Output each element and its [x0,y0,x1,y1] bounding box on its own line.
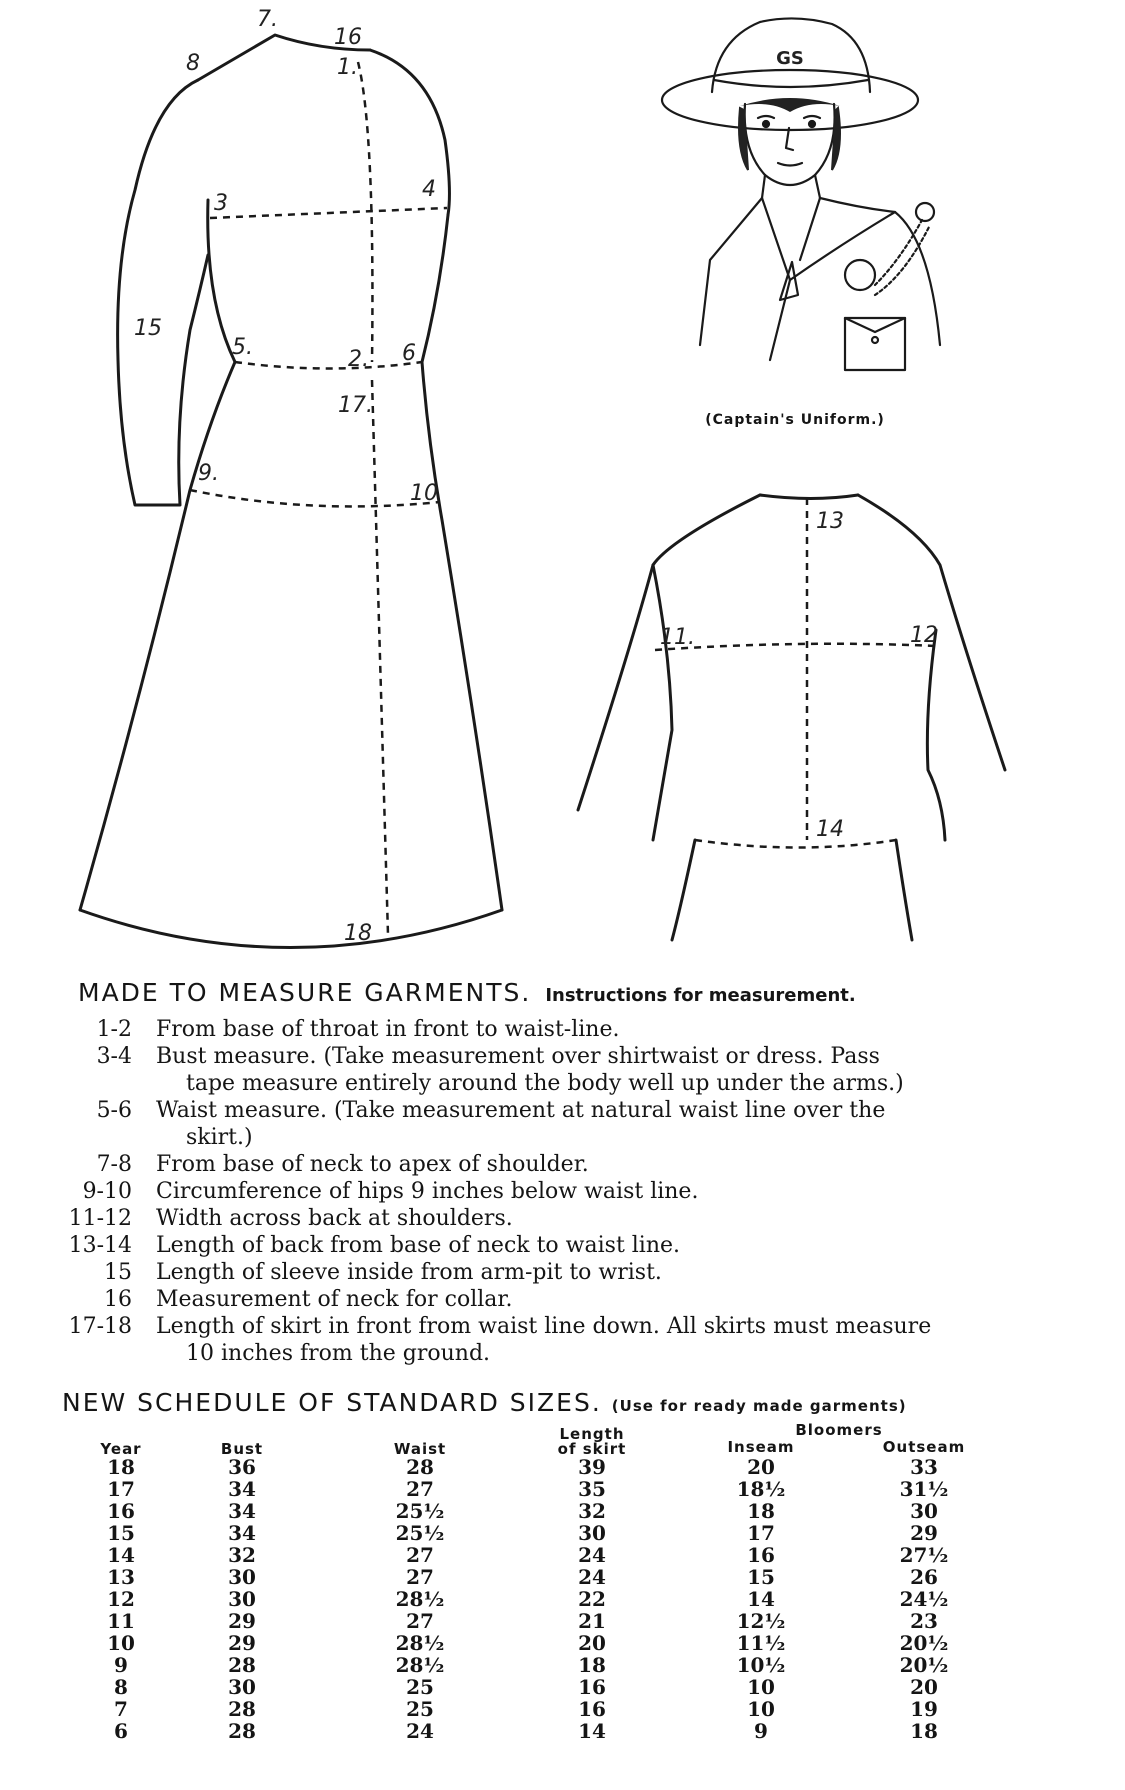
hip-line [190,490,440,506]
hat-band [714,80,868,87]
cell-inseam: 10 [747,1675,775,1699]
marker-2: 2. [348,347,369,372]
instruction-item [58,1043,1048,1097]
table-row [90,1566,1050,1588]
cell-year: 12 [107,1587,135,1611]
cell-inseam: 9 [754,1719,768,1743]
cell-bust: 28 [228,1653,256,1677]
table-row [90,1588,1050,1610]
table-row [90,1610,1050,1632]
header-bloomers: Bloomers [795,1421,883,1439]
instruction-item [58,1151,1048,1178]
front-center-line-lower [372,380,388,935]
header-outseam: Outseam [882,1438,966,1456]
instruction-item [58,1259,1048,1286]
instruction-text: Width across back at shoulders. [156,1206,513,1231]
front-right-side [422,215,502,910]
cell-outseam: 33 [910,1455,938,1479]
cell-bust: 29 [228,1609,256,1633]
header-length-line2: of skirt [557,1440,627,1458]
header-year: Year [100,1440,142,1458]
cell-waist: 28½ [395,1587,445,1611]
cell-inseam: 14 [747,1587,775,1611]
cell-year: 11 [107,1609,135,1633]
instruction-code: 15 [104,1260,132,1285]
schedule-heading [62,1388,907,1417]
cell-outseam: 20 [910,1675,938,1699]
table-row [90,1522,1050,1544]
heading-subtitle: Instructions for measurement. [545,985,856,1006]
header-waist: Waist [393,1440,447,1458]
cell-skirt-length: 39 [578,1455,606,1479]
heading-title: MADE TO MEASURE GARMENTS. [78,978,532,1007]
cell-skirt-length: 21 [578,1609,606,1633]
cell-bust: 29 [228,1631,256,1655]
cell-waist: 25½ [395,1499,445,1523]
cell-year: 7 [114,1697,128,1721]
marker-9: 9. [198,461,219,486]
table-row [90,1698,1050,1720]
hat-badge-text: GS [776,48,804,69]
table-row [90,1456,1050,1478]
instruction-code: 17-18 [68,1314,132,1339]
instruction-text: Waist measure. (Take measurement at natural waist line over the [156,1098,886,1123]
cell-outseam: 20½ [899,1631,949,1655]
marker-16: 16 [334,25,362,50]
cell-skirt-length: 14 [578,1719,606,1743]
captain-uniform-illustration [640,0,950,410]
table-row [90,1544,1050,1566]
cell-bust: 34 [228,1499,256,1523]
front-left-sleeve [118,80,208,505]
instruction-item [58,1286,1048,1313]
marker-4: 4 [422,177,436,202]
marker-6: 6 [402,341,416,366]
header-bust: Bust [220,1440,264,1458]
waist-line [235,362,422,369]
instruction-text: Measurement of neck for collar. [156,1287,513,1312]
cell-waist: 25 [406,1675,434,1699]
instruction-item [58,1178,1048,1205]
cell-waist: 25 [406,1697,434,1721]
front-dress-diagram [0,0,520,965]
instruction-list [58,1016,1048,1367]
cell-waist: 28½ [395,1631,445,1655]
header-inseam: Inseam [727,1438,795,1456]
marker-8: 8 [186,51,200,76]
instruction-item [58,1232,1048,1259]
cell-year: 18 [107,1455,135,1479]
cell-year: 10 [107,1631,135,1655]
marker-1: 1. [337,55,358,80]
instruction-code: 13-14 [68,1233,132,1258]
cell-outseam: 20½ [899,1653,949,1677]
cell-bust: 28 [228,1697,256,1721]
marker-12: 12 [910,623,938,648]
marker-13: 13 [816,509,844,534]
bust-line [210,208,447,218]
cell-skirt-length: 24 [578,1565,606,1589]
instruction-item [58,1205,1048,1232]
marker-15: 15 [134,316,162,341]
instruction-text: Length of sleeve inside from arm-pit to wrist. [156,1260,662,1285]
cell-waist: 27 [406,1543,434,1567]
cell-outseam: 31½ [899,1477,949,1501]
front-left-side [80,200,235,910]
marker-7: 7. [257,7,278,32]
instruction-code: 3-4 [96,1044,132,1069]
instruction-text-continued: skirt.) [186,1125,253,1150]
cell-year: 16 [107,1499,135,1523]
cell-waist: 25½ [395,1521,445,1545]
cell-inseam: 18½ [736,1477,786,1501]
back-bodice-diagram [560,470,1040,950]
cell-outseam: 24½ [899,1587,949,1611]
table-row [90,1676,1050,1698]
cell-outseam: 27½ [899,1543,949,1567]
instruction-code: 16 [104,1287,132,1312]
instruction-code: 11-12 [68,1206,132,1231]
cell-bust: 28 [228,1719,256,1743]
marker-10: 10 [410,481,438,506]
cell-year: 6 [114,1719,128,1743]
instruction-text: Length of skirt in front from waist line down. All skirts must measure [156,1314,932,1339]
cell-skirt-length: 32 [578,1499,606,1523]
marker-17: 17. [338,393,373,418]
instruction-code: 7-8 [96,1152,132,1177]
cell-waist: 24 [406,1719,434,1743]
schedule-title: NEW SCHEDULE OF STANDARD SIZES. [62,1388,602,1417]
back-right-side [927,630,945,840]
back-waist-line [695,840,896,848]
cell-outseam: 29 [910,1521,938,1545]
cell-outseam: 30 [910,1499,938,1523]
cell-waist: 27 [406,1609,434,1633]
instruction-item [58,1097,1048,1151]
cell-waist: 27 [406,1477,434,1501]
uniform-badge [845,260,875,290]
table-row [90,1654,1050,1676]
table-row [90,1720,1050,1742]
cell-inseam: 10 [747,1697,775,1721]
cell-skirt-length: 24 [578,1543,606,1567]
cell-inseam: 18 [747,1499,775,1523]
cell-skirt-length: 20 [578,1631,606,1655]
cell-skirt-length: 16 [578,1675,606,1699]
cell-outseam: 19 [910,1697,938,1721]
cell-outseam: 23 [910,1609,938,1633]
back-skirt-left [672,840,695,940]
marker-18: 18 [344,921,372,946]
cell-waist: 28 [406,1455,434,1479]
instruction-code: 1-2 [96,1017,132,1042]
cell-year: 13 [107,1565,135,1589]
cell-inseam: 16 [747,1543,775,1567]
instruction-text-continued: 10 inches from the ground. [186,1341,491,1366]
cell-bust: 30 [228,1565,256,1589]
cell-bust: 36 [228,1455,256,1479]
cell-inseam: 17 [747,1521,775,1545]
table-body [90,1456,1050,1742]
face-outline [745,104,835,185]
cell-year: 9 [114,1653,128,1677]
instruction-code: 9-10 [82,1179,132,1204]
instruction-item [58,1016,1048,1043]
cell-outseam: 26 [910,1565,938,1589]
cell-bust: 34 [228,1521,256,1545]
cell-inseam: 10½ [736,1653,786,1677]
cell-year: 17 [107,1477,135,1501]
cell-bust: 32 [228,1543,256,1567]
instruction-text: Length of back from base of neck to waist line. [156,1233,681,1258]
standard-sizes-table [90,1420,1050,1742]
cell-bust: 30 [228,1587,256,1611]
instruction-text-continued: tape measure entirely around the body well up under the arms.) [186,1071,904,1096]
cell-bust: 34 [228,1477,256,1501]
front-hem [80,910,502,948]
cell-skirt-length: 16 [578,1697,606,1721]
header-length-line1: Length [559,1425,625,1443]
cell-skirt-length: 18 [578,1653,606,1677]
back-skirt-right [896,840,912,940]
instruction-code: 5-6 [96,1098,132,1123]
table-header [90,1420,1050,1456]
cell-waist: 27 [406,1565,434,1589]
cell-skirt-length: 30 [578,1521,606,1545]
table-row [90,1500,1050,1522]
cell-outseam: 18 [910,1719,938,1743]
cell-skirt-length: 35 [578,1477,606,1501]
back-left-side [653,565,672,840]
made-to-measure-heading [78,978,856,1007]
marker-3: 3 [214,191,228,216]
cell-year: 8 [114,1675,128,1699]
table-row [90,1478,1050,1500]
cell-year: 14 [107,1543,135,1567]
marker-11: 11. [660,625,695,650]
back-shoulder-line [655,644,936,650]
cell-bust: 30 [228,1675,256,1699]
instruction-text: From base of neck to apex of shoulder. [156,1152,589,1177]
table-row [90,1632,1050,1654]
cell-inseam: 15 [747,1565,775,1589]
instruction-text: Circumference of hips 9 inches below waist line. [156,1179,699,1204]
instruction-text: Bust measure. (Take measurement over shirtwaist or dress. Pass [156,1044,880,1069]
cell-skirt-length: 22 [578,1587,606,1611]
back-left-shoulder-sleeve [578,495,760,810]
illustration-caption: (Captain's Uniform.) [705,412,885,428]
schedule-note: (Use for ready made garments) [611,1397,907,1415]
front-right-shoulder [370,50,449,215]
cell-year: 15 [107,1521,135,1545]
marker-14: 14 [816,817,844,842]
cell-waist: 28½ [395,1653,445,1677]
back-neckline [760,495,858,499]
marker-5: 5. [232,335,253,360]
cell-inseam: 12½ [736,1609,786,1633]
cell-inseam: 11½ [736,1631,786,1655]
instruction-item [58,1313,1048,1367]
instruction-text: From base of throat in front to waist-line. [156,1017,620,1042]
cell-inseam: 20 [747,1455,775,1479]
